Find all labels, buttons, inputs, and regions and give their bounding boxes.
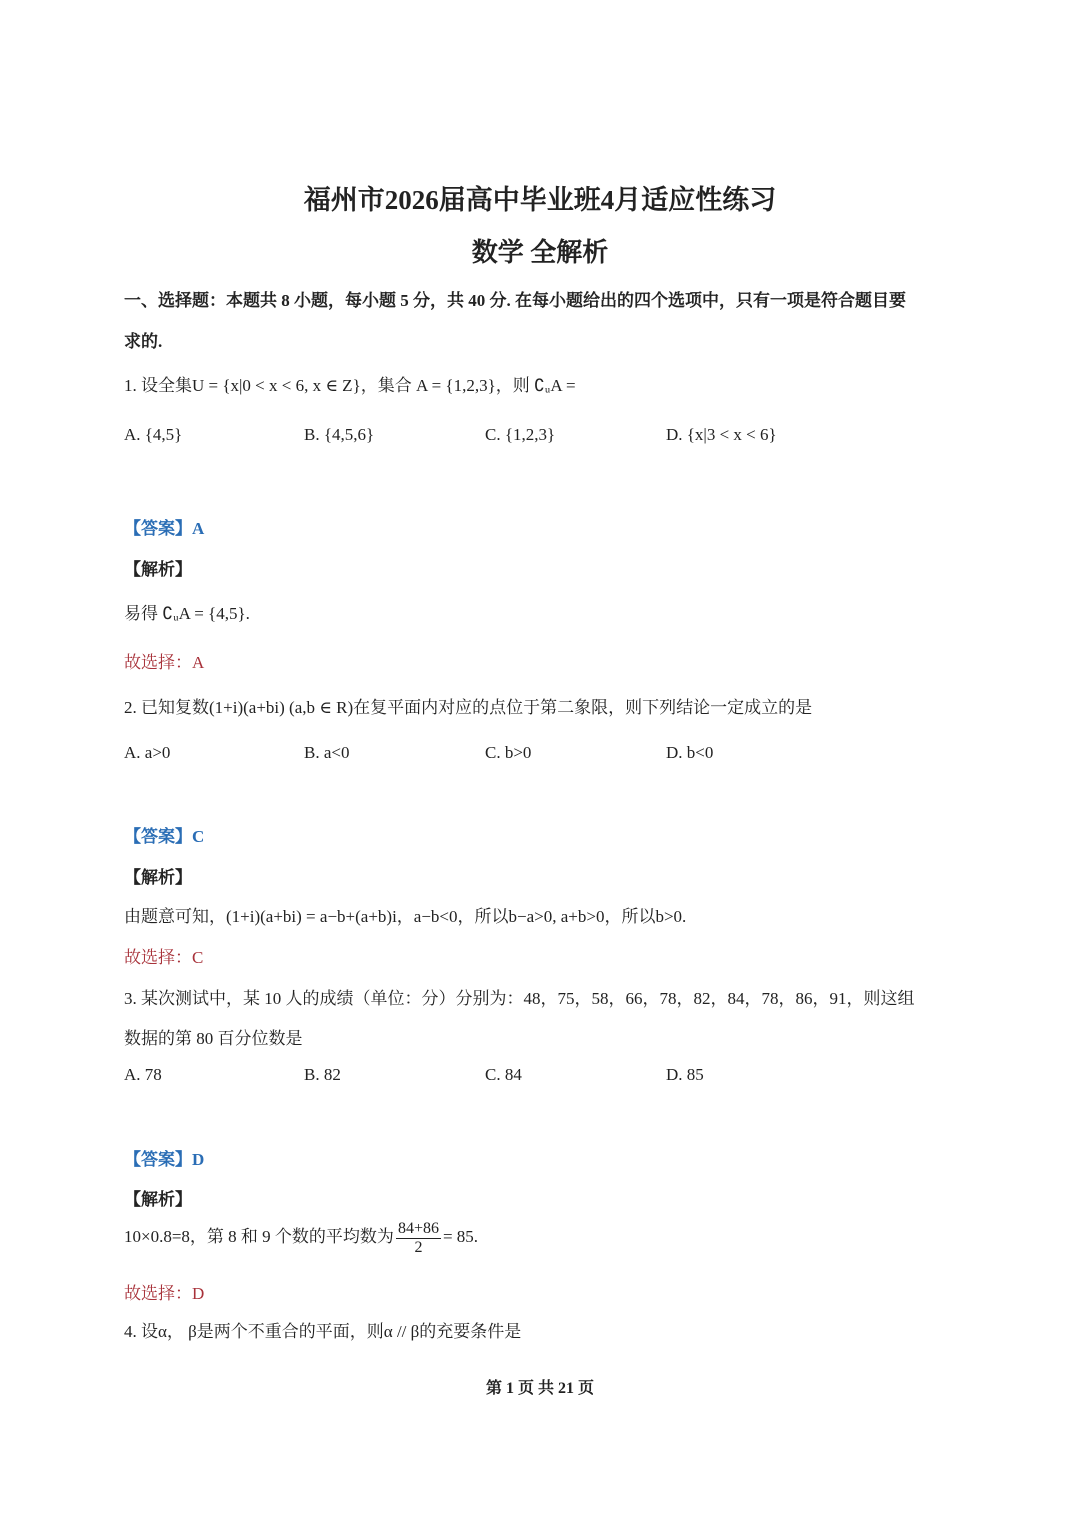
- q2-option-b: B. a<0: [304, 743, 350, 762]
- q3-analysis: [124, 1220, 478, 1256]
- fraction-denominator: 2: [414, 1238, 423, 1256]
- q2-analysis: 由题意可知，(1+i)(a+bi) = a−b+(a+b)i，a−b<0，所以b−a>0, a+b>0，所以b>0.: [124, 907, 687, 926]
- q3-option-c: C. 84: [485, 1065, 522, 1084]
- document-title: 福州市2026届高中毕业班4月适应性练习: [303, 185, 777, 215]
- q2-analysis-label: 【解析】: [124, 868, 192, 887]
- q1-option-c: C. {1,2,3}: [485, 425, 556, 444]
- q2-option-c: C. b>0: [485, 743, 532, 762]
- fraction-numerator: 84+86: [397, 1220, 439, 1237]
- q3-analysis-label: 【解析】: [124, 1190, 192, 1209]
- q1-option-b: B. {4,5,6}: [304, 425, 375, 444]
- page-footer: 第 1 页 共 21 页: [485, 1380, 594, 1397]
- q3-option-a: A. 78: [124, 1065, 162, 1084]
- q2-choice: 故选择：C: [124, 948, 204, 967]
- q1-option-a: A. {4,5}: [124, 425, 183, 444]
- q3-choice: 故选择：D: [124, 1284, 205, 1303]
- q3-answer: 【答案】D: [124, 1150, 205, 1169]
- q1-analysis-label: 【解析】: [124, 560, 192, 579]
- document-subtitle: 数学 全解析: [471, 238, 609, 267]
- q1-option-d: D. {x|3 < x < 6}: [666, 425, 777, 444]
- question-1-stem: 1. 设全集U = {x|0 < x < 6, x ∈ Z}，集合 A = {1,2,3}，则 ∁ᵤA =: [124, 376, 576, 395]
- section-heading-cont: 求的.: [124, 332, 163, 351]
- question-4-stem: 4. 设α， β是两个不重合的平面，则α // β的充要条件是: [124, 1322, 522, 1341]
- q2-option-a: A. a>0: [124, 743, 171, 762]
- fraction: [396, 1220, 441, 1256]
- question-2-stem: 2. 已知复数(1+i)(a+bi) (a,b ∈ R)在复平面内对应的点位于第二象限，则下列结论一定成立的是: [124, 698, 813, 717]
- question-3-stem-cont: 数据的第 80 百分位数是: [124, 1029, 303, 1048]
- section-heading: 一、选择题：本题共 8 小题，每小题 5 分，共 40 分. 在每小题给出的四个选项中，只有一项是符合题目要: [124, 291, 906, 310]
- question-3-stem: 3. 某次测试中，某 10 人的成绩（单位：分）分别为：48，75，58，66，78，82，84，78，86，91，则这组: [124, 989, 915, 1008]
- q1-answer: 【答案】A: [124, 519, 205, 538]
- q1-choice: 故选择：A: [124, 653, 205, 672]
- q3-option-d: D. 85: [666, 1065, 704, 1084]
- q3-option-b: B. 82: [304, 1065, 341, 1084]
- q3-analysis-post: = 85.: [442, 1227, 479, 1246]
- q1-analysis: 易得 ∁ᵤA = {4,5}.: [124, 604, 250, 623]
- q2-option-d: D. b<0: [666, 743, 714, 762]
- q3-analysis-pre: 10×0.8=8，第 8 和 9 个数的平均数为: [124, 1227, 394, 1246]
- q2-answer: 【答案】C: [124, 827, 205, 846]
